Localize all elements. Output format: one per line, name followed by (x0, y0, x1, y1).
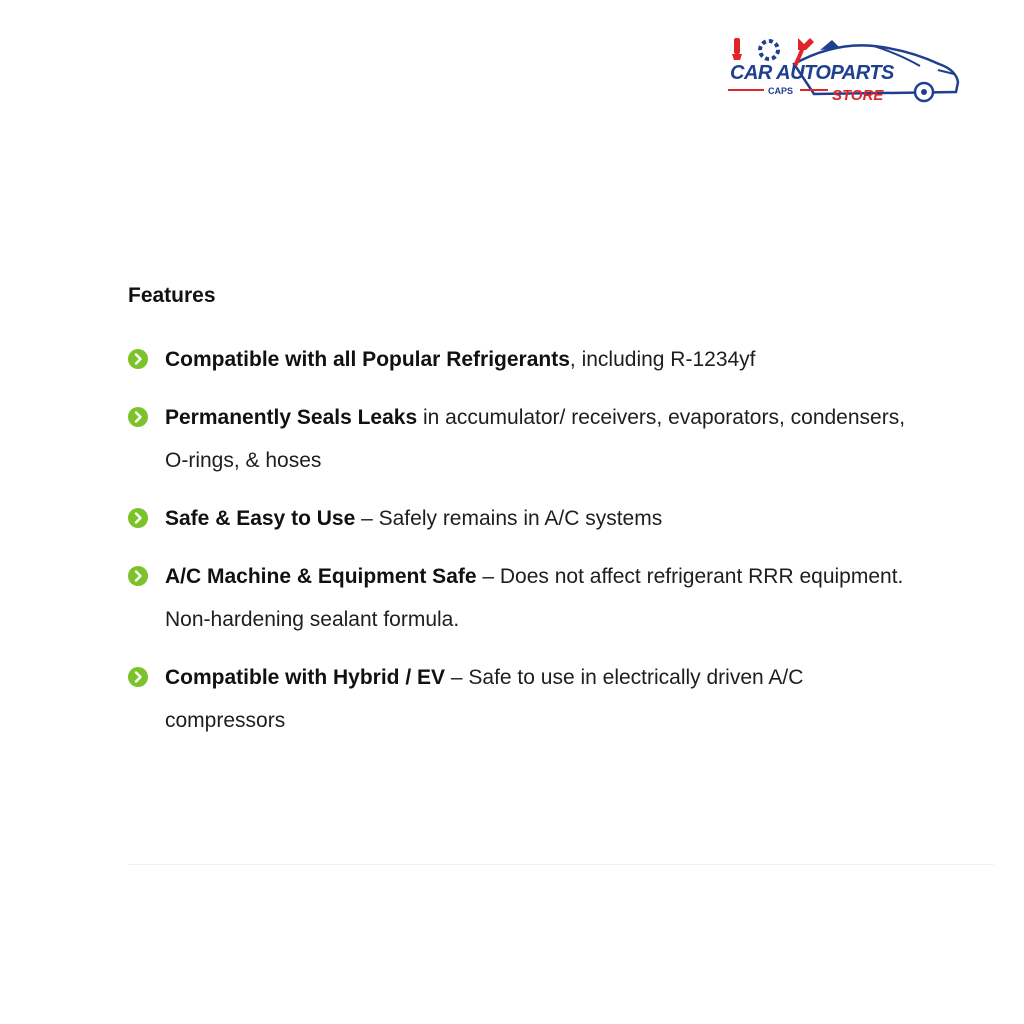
feature-bold-label: Compatible with all Popular Refrigerants (165, 348, 570, 371)
feature-bold-label: Safe & Easy to Use (165, 507, 356, 530)
chevron-circle-icon (128, 407, 148, 427)
chevron-circle-icon (128, 349, 148, 369)
feature-description: – Safely remains in A/C systems (355, 507, 663, 530)
feature-item-hybrid-ev (128, 656, 928, 742)
brand-logo (724, 34, 962, 106)
feature-item-safe-easy (128, 497, 928, 540)
feature-item-machine-safe (128, 555, 928, 641)
features-section (128, 284, 928, 757)
chevron-circle-icon (128, 667, 148, 687)
chevron-circle-icon (128, 566, 148, 586)
feature-item-seals-leaks (128, 396, 928, 482)
feature-list (128, 338, 928, 742)
feature-description: , including R-1234yf (569, 348, 756, 371)
feature-bold-label: A/C Machine & Equipment Safe (165, 565, 477, 588)
feature-item-refrigerants (128, 338, 928, 381)
feature-description: – Does not affect refrigerant RRR equipment. Non-hardening sealant formula. (165, 565, 904, 631)
logo-brand-main: CAR AUTOPARTS (730, 62, 894, 84)
chevron-circle-icon (128, 508, 148, 528)
feature-bold-label: Permanently Seals Leaks (165, 406, 418, 429)
feature-description: in accumulator/ receivers, evaporators, condensers, O-rings, & hoses (165, 406, 906, 472)
section-divider (128, 864, 994, 865)
feature-description: – Safe to use in electrically driven A/C compressors (165, 666, 804, 732)
features-heading: Features (128, 284, 216, 307)
feature-bold-label: Compatible with Hybrid / EV (165, 666, 446, 689)
logo-brand-caps: CAPS (768, 86, 794, 96)
logo-brand-store: STORE (832, 87, 884, 104)
